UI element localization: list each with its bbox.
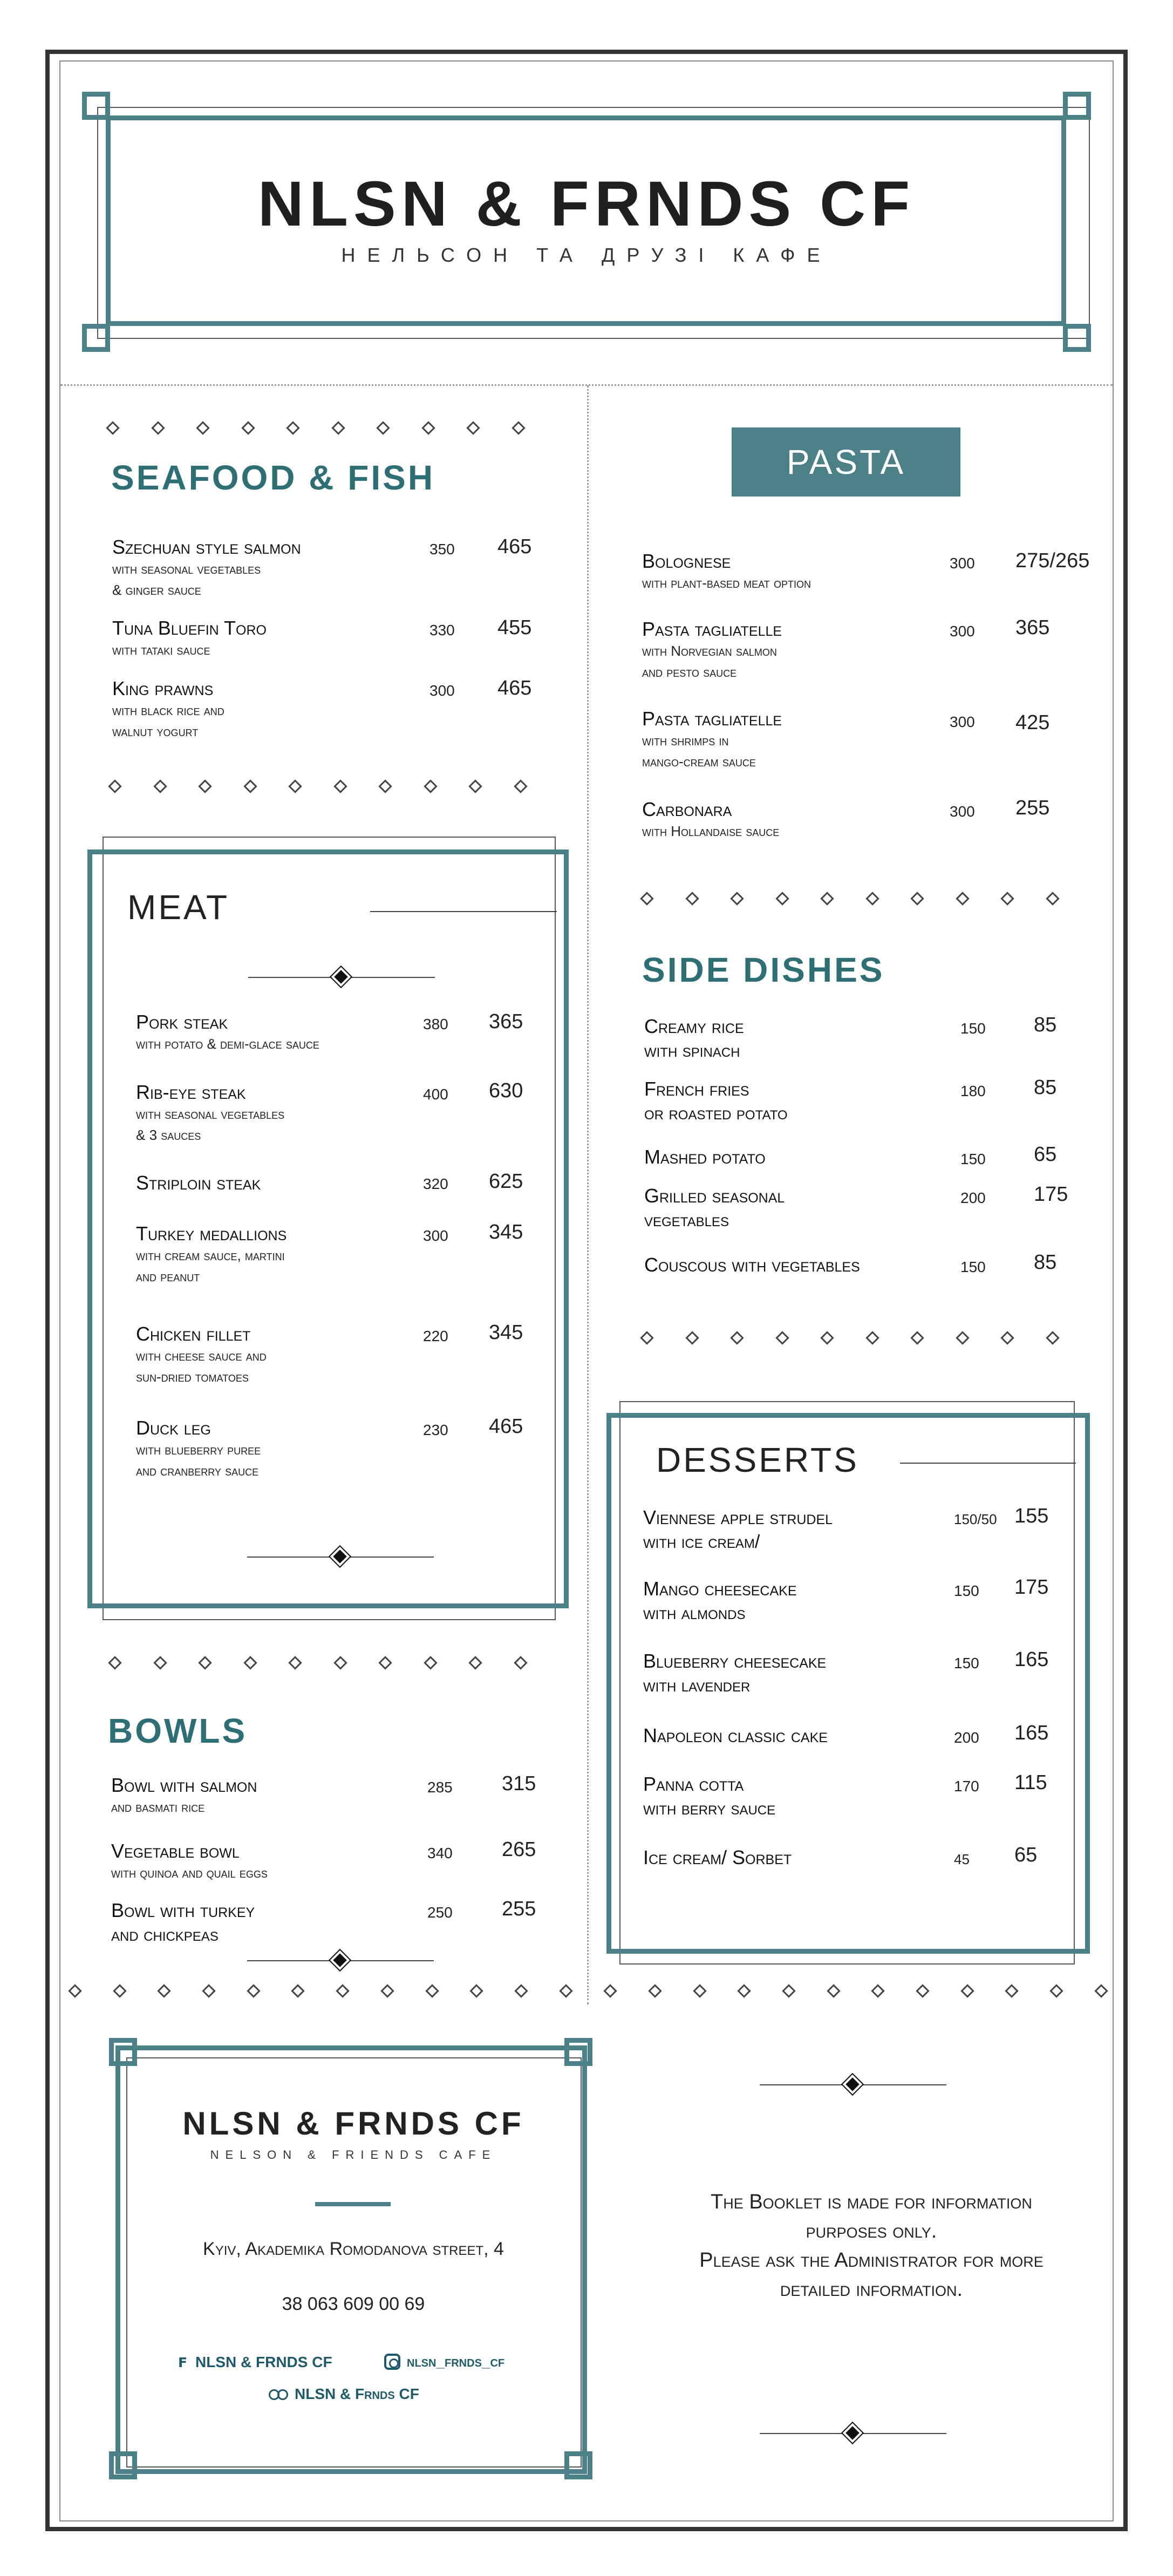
item-desc: with black rice and [112, 702, 224, 719]
menu-item [642, 798, 923, 842]
item-weight: 150 [954, 1582, 979, 1599]
menu-item [644, 1015, 946, 1064]
menu-item [644, 1184, 946, 1234]
item-weight: 330 [429, 622, 455, 638]
corner-square [109, 2451, 137, 2479]
item-name: Mango cheesecake [643, 1578, 797, 1600]
tripadvisor-icon [269, 2388, 288, 2400]
item-desc: or roasted potato [644, 1103, 788, 1124]
item-desc: with plant-based meat option [642, 575, 811, 592]
item-price: 85 [1034, 1076, 1057, 1099]
item-desc: and basmati rice [111, 1799, 205, 1816]
item-price: 155 [1014, 1505, 1049, 1527]
footer-subtitle: NELSON & FRIENDS CAFE [210, 2148, 497, 2162]
menu-item [136, 1080, 417, 1146]
item-price: 115 [1014, 1771, 1047, 1794]
menu-item [642, 549, 923, 594]
item-weight: 150 [960, 1259, 986, 1275]
diamond-divider [108, 423, 523, 433]
item-price: 465 [497, 677, 532, 699]
section-title-side-dishes: SIDE DISHES [642, 950, 885, 989]
item-price: 455 [497, 616, 532, 639]
item-weight: 300 [423, 1227, 448, 1244]
item-weight: 180 [960, 1083, 986, 1099]
item-desc: with shrimps in [642, 732, 729, 749]
item-price: 345 [489, 1221, 523, 1243]
item-desc: & 3 sauces [136, 1127, 201, 1144]
menu-item [112, 535, 414, 601]
corner-square [1063, 92, 1091, 120]
item-price: 345 [489, 1321, 523, 1344]
dotted-column-divider [587, 385, 589, 2004]
item-name: Napoleon classic cake [643, 1724, 828, 1746]
instagram-link[interactable] [384, 2353, 504, 2370]
item-desc: with cream sauce, martini [136, 1247, 285, 1264]
item-weight: 200 [960, 1190, 986, 1206]
diamond-divider [110, 1658, 526, 1668]
item-name: Carbonara [642, 798, 732, 820]
diamond-divider [642, 894, 1058, 903]
footer-phone: 38 063 609 00 69 [282, 2294, 425, 2314]
item-desc: and pesto sauce [642, 664, 737, 681]
dotted-divider [60, 384, 1113, 386]
corner-square [82, 92, 110, 120]
item-weight: 300 [950, 713, 975, 730]
item-weight: 150 [960, 1151, 986, 1167]
menu-item [643, 1649, 945, 1699]
menu-item [643, 1772, 945, 1822]
tripadvisor-label: NLSN & Frnds CF [295, 2385, 419, 2402]
section-title-seafood: SEAFOOD & FISH [111, 458, 435, 497]
item-desc: with berry sauce [643, 1798, 776, 1819]
menu-item [643, 1846, 945, 1869]
diamond-divider [642, 1333, 1058, 1343]
corner-square [1063, 324, 1091, 352]
item-name: Bowl with turkey [111, 1899, 255, 1921]
item-price: 365 [489, 1010, 523, 1033]
menu-item [112, 616, 414, 661]
header-subtitle: НЕЛЬСОН ТА ДРУЗІ КАФЕ [341, 244, 832, 266]
item-name: Striploin steak [136, 1172, 261, 1194]
item-weight: 300 [950, 803, 975, 820]
item-price: 425 [1015, 711, 1050, 734]
menu-item [644, 1077, 946, 1127]
item-name: Chicken fillet [136, 1323, 251, 1345]
item-name: Turkey medallions [136, 1222, 287, 1245]
item-desc: with ice cream/ [643, 1532, 760, 1553]
item-weight: 300 [950, 555, 975, 572]
item-desc: with almonds [643, 1603, 746, 1624]
item-name: Grilled seasonal [644, 1185, 785, 1207]
info-note [631, 2188, 1111, 2305]
menu-item [136, 1416, 417, 1481]
item-weight: 150 [954, 1655, 979, 1671]
item-desc: with cheese sauce and [136, 1348, 267, 1364]
menu-item [111, 1899, 413, 1948]
item-weight: 150/50 [954, 1511, 997, 1527]
item-weight: 380 [423, 1016, 448, 1032]
item-name: Couscous with vegetables [644, 1254, 860, 1276]
item-desc: with potato & demi-glace sauce [136, 1036, 319, 1052]
menu-item [112, 677, 414, 742]
item-name: Pasta tagliatelle [642, 618, 782, 640]
item-desc: & ginger sauce [112, 582, 201, 599]
menu-item [643, 1506, 945, 1555]
item-desc: sun-dried tomatoes [136, 1369, 249, 1385]
item-weight: 250 [427, 1904, 453, 1921]
section-title-bowls: BOWLS [108, 1711, 248, 1750]
corner-square [82, 324, 110, 352]
item-name: Panna cotta [643, 1773, 744, 1795]
diamond-divider [70, 1986, 1106, 1996]
note-line: Please ask the Administrator for more [699, 2248, 1044, 2272]
menu-item [644, 1253, 946, 1276]
note-line: The Booklet is made for information [711, 2191, 1032, 2213]
item-price: 275/265 [1015, 549, 1090, 572]
item-desc: with lavender [643, 1675, 751, 1696]
item-name: Pork steak [136, 1011, 228, 1033]
item-price: 175 [1034, 1183, 1068, 1206]
facebook-icon [177, 2353, 189, 2371]
item-desc: with blueberry puree [136, 1442, 261, 1458]
title-rule [370, 911, 557, 912]
note-line: purposes only. [806, 2219, 937, 2242]
menu-item [643, 1724, 945, 1747]
item-price: 65 [1034, 1143, 1057, 1166]
item-name: Blueberry cheesecake [643, 1650, 827, 1672]
section-badge-pasta: PASTA [732, 427, 960, 497]
item-price: 255 [1015, 797, 1050, 819]
diamond-divider [110, 781, 526, 791]
menu-item [111, 1839, 413, 1884]
item-name: Ice cream/ Sorbet [643, 1846, 792, 1868]
footer-title: NLSN & FRNDS CF [182, 2105, 524, 2142]
item-weight: 350 [429, 541, 455, 558]
item-weight: 220 [423, 1328, 448, 1344]
item-weight: 320 [423, 1175, 448, 1192]
item-desc: with tataki sauce [112, 642, 210, 658]
item-weight: 340 [427, 1845, 453, 1861]
header-title: NLSN & FRNDS CF [257, 168, 916, 240]
item-price: 165 [1014, 1648, 1049, 1671]
facebook-label: NLSN & FRNDS CF [195, 2354, 332, 2370]
item-desc: with seasonal vegetables [112, 561, 261, 577]
item-name: Rib-eye steak [136, 1081, 246, 1103]
item-desc: with Norvegian salmon [642, 643, 777, 660]
item-name: Mashed potato [644, 1146, 766, 1168]
menu-item [642, 707, 923, 772]
item-price: 465 [489, 1415, 523, 1438]
item-price: 255 [502, 1898, 536, 1920]
item-weight: 300 [429, 682, 455, 699]
item-desc: and peanut [136, 1268, 200, 1285]
menu-item [644, 1145, 946, 1168]
item-name: Pasta tagliatelle [642, 708, 782, 730]
item-name: Duck leg [136, 1417, 211, 1439]
note-line: detailed information. [780, 2278, 963, 2301]
item-weight: 230 [423, 1422, 448, 1438]
item-weight: 285 [427, 1779, 453, 1796]
item-price: 265 [502, 1838, 536, 1861]
item-price: 630 [489, 1079, 523, 1102]
item-weight: 200 [954, 1729, 979, 1746]
item-desc: and cranberry sauce [136, 1463, 259, 1479]
item-price: 625 [489, 1170, 523, 1193]
item-price: 365 [1015, 616, 1050, 639]
item-weight: 400 [423, 1086, 448, 1103]
item-weight: 170 [954, 1778, 979, 1795]
footer-address: Kyiv, Akademika Romodanova street, 4 [203, 2239, 504, 2259]
corner-square [109, 2038, 137, 2066]
section-title-desserts: DESSERTS [656, 1440, 859, 1479]
item-name: French fries [644, 1078, 749, 1100]
menu-item [136, 1171, 417, 1194]
item-name: Szechuan style salmon [112, 536, 301, 558]
item-desc: with Hollandaise sauce [642, 823, 780, 840]
facebook-link[interactable] [177, 2353, 332, 2371]
menu-item [642, 617, 923, 683]
item-price: 85 [1034, 1251, 1057, 1274]
item-price: 165 [1014, 1722, 1049, 1744]
footer-accent-bar [315, 2202, 391, 2206]
item-name: Bolognese [642, 550, 731, 572]
menu-item [136, 1322, 417, 1388]
item-name: Creamy rice [644, 1015, 744, 1037]
menu-item [643, 1577, 945, 1627]
item-price: 85 [1034, 1014, 1057, 1036]
item-desc: with quinoa and quail eggs [111, 1865, 268, 1881]
instagram-icon [384, 2354, 400, 2370]
item-price: 315 [502, 1772, 536, 1795]
item-name: Viennese apple strudel [643, 1506, 833, 1528]
menu-item [111, 1773, 413, 1818]
item-weight: 45 [954, 1851, 970, 1867]
item-desc: with seasonal vegetables [136, 1106, 285, 1123]
item-desc: with spinach [644, 1041, 740, 1062]
item-price: 175 [1014, 1576, 1049, 1599]
corner-square [564, 2038, 592, 2066]
item-name: Tuna Bluefin Toro [112, 617, 267, 639]
item-desc: vegetables [644, 1210, 729, 1231]
section-title-meat: MEAT [127, 888, 230, 927]
item-desc: and chickpeas [111, 1925, 219, 1946]
tripadvisor-link[interactable] [269, 2385, 419, 2403]
menu-item [136, 1010, 417, 1055]
item-desc: mango-cream sauce [642, 753, 756, 770]
item-weight: 150 [960, 1020, 986, 1037]
item-weight: 300 [950, 623, 975, 640]
corner-square [564, 2451, 592, 2479]
item-price: 465 [497, 535, 532, 558]
item-desc: walnut yogurt [112, 723, 199, 740]
item-price: 65 [1014, 1844, 1038, 1866]
instagram-label: nlsn_frnds_cf [407, 2353, 505, 2370]
item-name: Vegetable bowl [111, 1840, 240, 1862]
item-name: King prawns [112, 677, 214, 699]
title-rule [900, 1463, 1076, 1464]
menu-item [136, 1222, 417, 1287]
item-name: Bowl with salmon [111, 1774, 257, 1796]
